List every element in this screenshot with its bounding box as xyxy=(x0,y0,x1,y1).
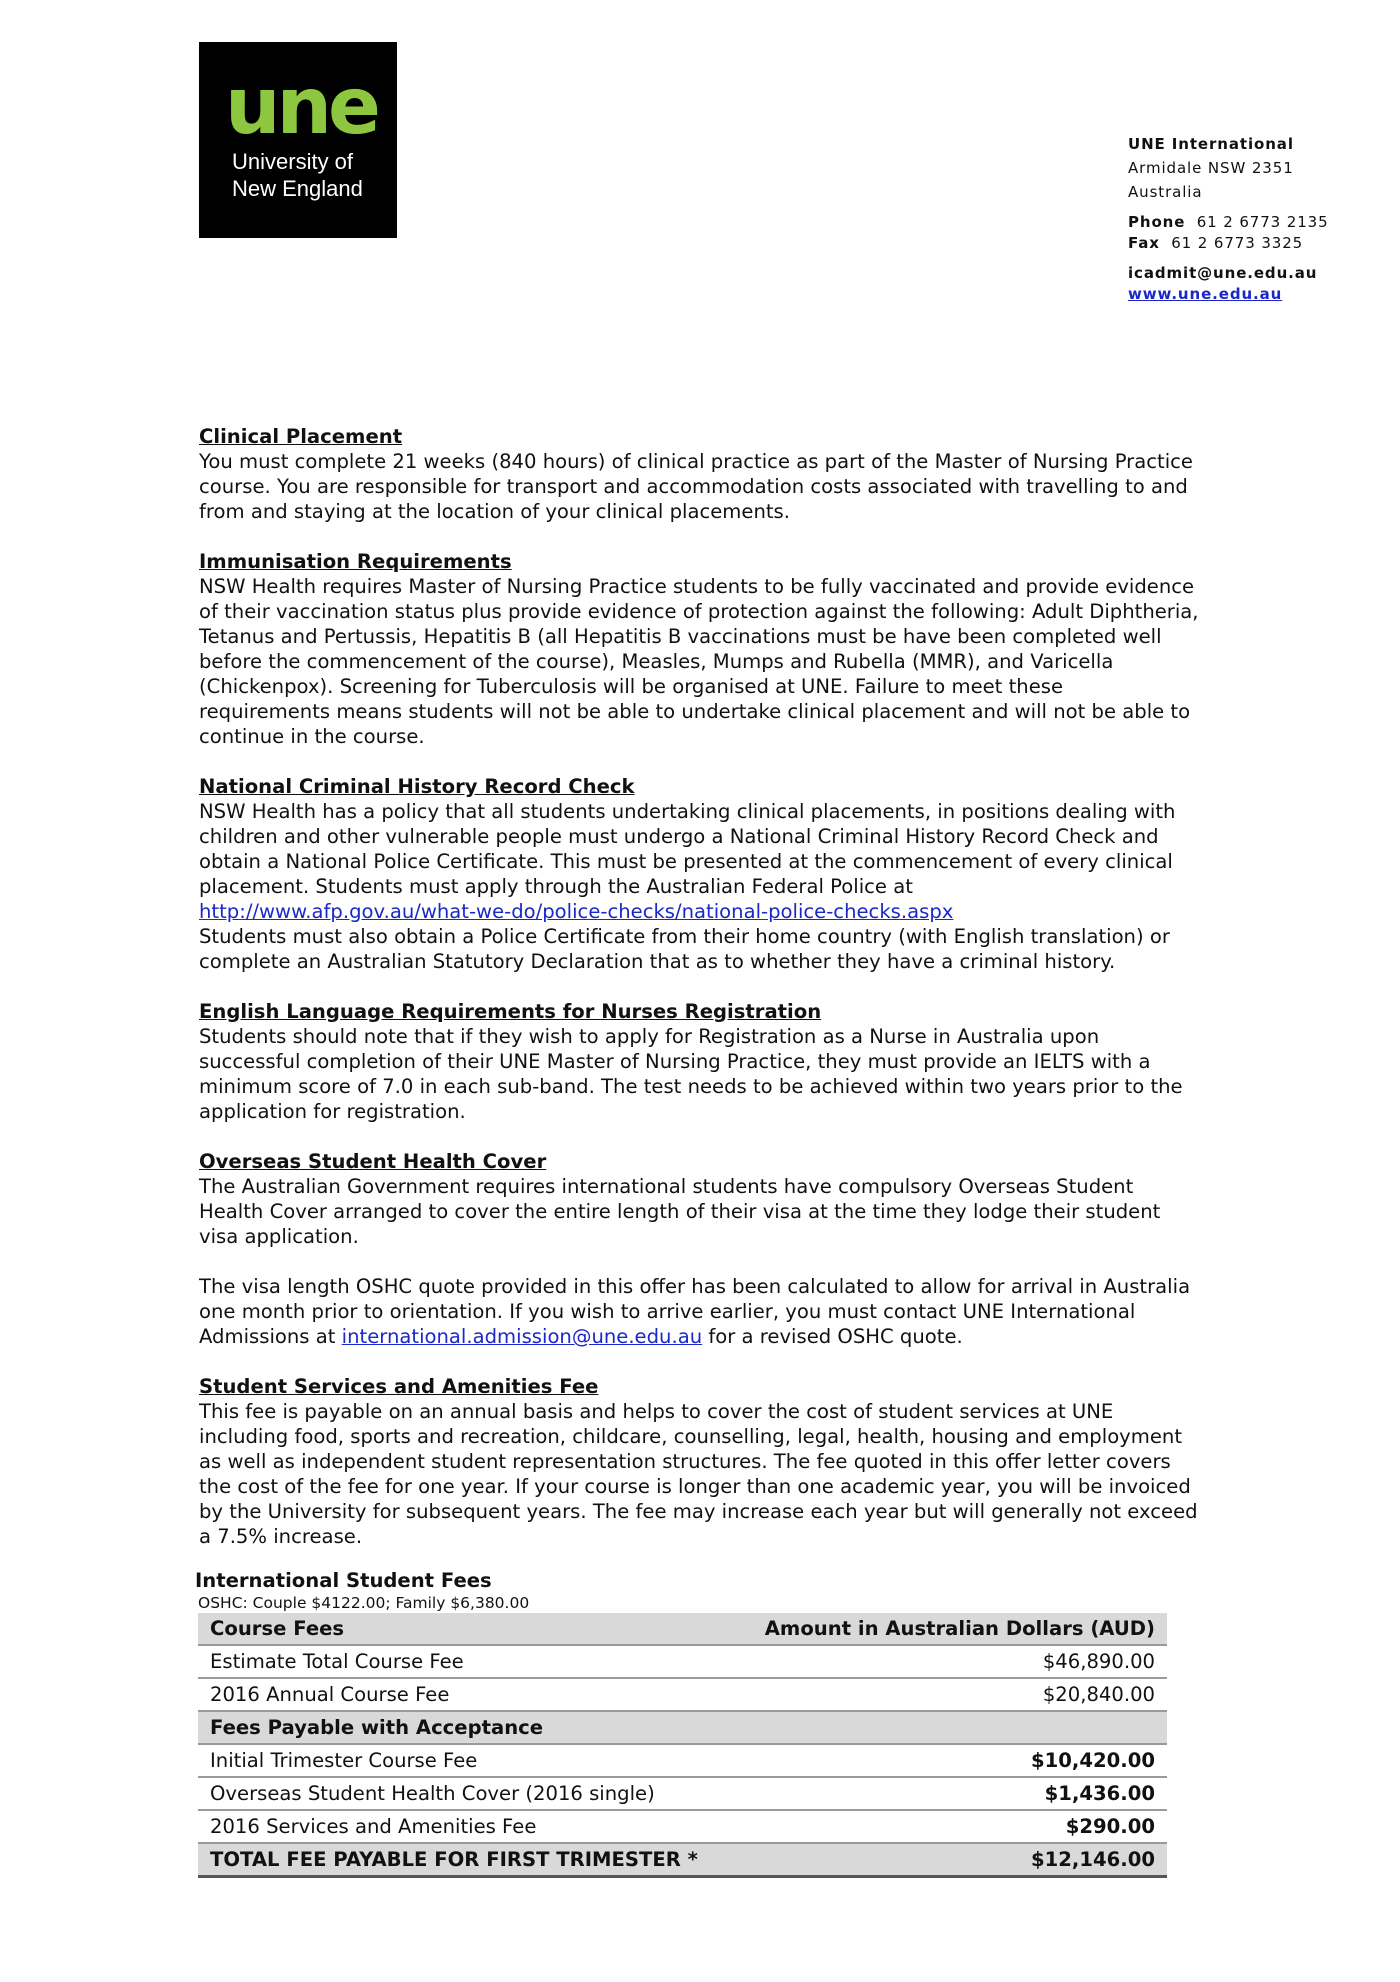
contact-web-link[interactable]: www.une.edu.au xyxy=(1128,285,1283,303)
acceptance-header-row xyxy=(198,1711,1167,1744)
fees-title: International Student Fees xyxy=(195,1569,492,1592)
fees-header-row xyxy=(198,1613,1167,1645)
letter-body xyxy=(199,424,1199,1549)
section-text: Students should note that if they wish to apply for Registration as a Nurse in Australia upon successful completion of their UNE Master of Nursing Practice, they must provide an IELTS with a minimum score of 7.0 in each sub-band. The test needs to be achieved within two years prior to the application for registration. xyxy=(199,1025,1183,1123)
logo-line-1: University of xyxy=(232,149,354,174)
fax-label: Fax xyxy=(1128,234,1160,252)
criminal-text-2: Students must also obtain a Police Certificate from their home country (with English translation) or complete an Australian Statutory Declaration that as to whether they have a criminal history. xyxy=(199,925,1170,973)
total-amount: $12,146.00 xyxy=(734,1843,1167,1877)
section-english-requirements xyxy=(199,999,1199,1124)
table-row xyxy=(198,1777,1167,1810)
logo-line-2: New England xyxy=(232,176,363,201)
oshc-text-2: The visa length OSHC quote provided in this offer has been calculated to allow for arrival in Australia one month prior to orientation. If you wish to arrive earlier, you must contact UNE International Admissions at xyxy=(199,1275,1191,1348)
section-text: You must complete 21 weeks (840 hours) of clinical practice as part of the Master of Nursing Practice course. You are responsible for transport and accommodation costs associated with travelling to and from and staying at the location of your clinical placements. xyxy=(199,450,1193,523)
fee-label: Initial Trimester Course Fee xyxy=(198,1744,734,1777)
contact-address-1: Armidale NSW 2351 xyxy=(1128,159,1294,177)
section-immunisation xyxy=(199,549,1199,749)
fee-label: Estimate Total Course Fee xyxy=(198,1645,734,1678)
fee-amount: $20,840.00 xyxy=(734,1678,1167,1711)
header-course-fees: Course Fees xyxy=(198,1613,734,1645)
fee-amount: $290.00 xyxy=(734,1810,1167,1843)
section-text xyxy=(199,799,1199,974)
section-text: This fee is payable on an annual basis and helps to cover the cost of student services at UNE including food, sports and recreation, childcare, counselling, legal, health, housing and employment as well as independent student representation structures. The fee quoted in this offer letter covers the cost of the fee for one year. If your course is longer than one academic year, you will be invoiced by the University for subsequent years. The fee may increase each year but will generally not exceed a 7.5% increase. xyxy=(199,1400,1198,1548)
fees-table xyxy=(198,1613,1167,1878)
fees-section xyxy=(195,1568,1165,1878)
section-text: NSW Health requires Master of Nursing Practice students to be fully vaccinated and provide evidence of their vaccination status plus provide evidence of protection against the following: Adult Diphtheria, Tetanus and Pertussis, Hepatitis B (all Hepatitis B vaccinations must be have been completed well before the commencement of the course), Measles, Mumps and Rubella (MMR), and Varicella (Chickenpox). Screening for Tuberculosis will be organised at UNE. Failure to meet these requirements means students will not be able to undertake clinical placement and will not be able to continue in the course. xyxy=(199,575,1199,748)
phone-label: Phone xyxy=(1128,213,1186,231)
total-row xyxy=(198,1843,1167,1877)
fee-label: 2016 Annual Course Fee xyxy=(198,1678,734,1711)
contact-email: icadmit@une.edu.au xyxy=(1128,264,1318,282)
section-text: The Australian Government requires international students have compulsory Overseas Student Health Cover arranged to cover the entire length of their visa at the time they lodge their student visa application. xyxy=(199,1175,1161,1248)
contact-org: UNE International xyxy=(1128,135,1294,153)
contact-block xyxy=(1128,132,1378,306)
section-heading: National Criminal History Record Check xyxy=(199,775,635,798)
section-heading: Student Services and Amenities Fee xyxy=(199,1375,599,1398)
fee-label: Overseas Student Health Cover (2016 single) xyxy=(198,1777,734,1810)
fees-subtitle: OSHC: Couple $4122.00; Family $6,380.00 xyxy=(198,1594,530,1612)
section-text-2 xyxy=(199,1274,1199,1349)
section-heading: Overseas Student Health Cover xyxy=(199,1150,547,1173)
acceptance-header: Fees Payable with Acceptance xyxy=(198,1711,1167,1744)
criminal-text-1: NSW Health has a policy that all students undertaking clinical placements, in positions dealing with children and other vulnerable people must undergo a National Criminal History Record Check and obtain a National Police Certificate. This must be presented at the commencement of every clinical placement. Students must apply through the Australian Federal Police at xyxy=(199,800,1176,898)
fee-amount: $10,420.00 xyxy=(734,1744,1167,1777)
oshc-text-3: for a revised OSHC quote. xyxy=(708,1325,963,1348)
section-heading: Clinical Placement xyxy=(199,425,403,448)
table-row xyxy=(198,1645,1167,1678)
contact-address-2: Australia xyxy=(1128,183,1203,201)
fee-amount: $1,436.00 xyxy=(734,1777,1167,1810)
section-criminal-check xyxy=(199,774,1199,974)
fee-label: 2016 Services and Amenities Fee xyxy=(198,1810,734,1843)
table-row xyxy=(198,1678,1167,1711)
section-amenities-fee xyxy=(199,1374,1199,1549)
contact-fax-line xyxy=(1128,231,1378,255)
section-heading: English Language Requirements for Nurses Registration xyxy=(199,1000,822,1023)
total-label: TOTAL FEE PAYABLE FOR FIRST TRIMESTER * xyxy=(198,1843,734,1877)
logo-university-name xyxy=(232,148,382,202)
admissions-email-link[interactable]: international.admission@une.edu.au xyxy=(341,1325,703,1348)
fax-number: 61 2 6773 3325 xyxy=(1171,234,1304,252)
fee-amount: $46,890.00 xyxy=(734,1645,1167,1678)
section-oshc xyxy=(199,1149,1199,1349)
logo-mark: une xyxy=(225,62,377,152)
section-clinical-placement xyxy=(199,424,1199,524)
table-row xyxy=(198,1810,1167,1843)
header-amount: Amount in Australian Dollars (AUD) xyxy=(734,1613,1167,1645)
phone-number: 61 2 6773 2135 xyxy=(1196,213,1329,231)
afp-police-check-link[interactable]: http://www.afp.gov.au/what-we-do/police-checks/national-police-checks.aspx xyxy=(199,900,954,923)
une-logo xyxy=(199,42,397,238)
section-heading: Immunisation Requirements xyxy=(199,550,512,573)
table-row xyxy=(198,1744,1167,1777)
